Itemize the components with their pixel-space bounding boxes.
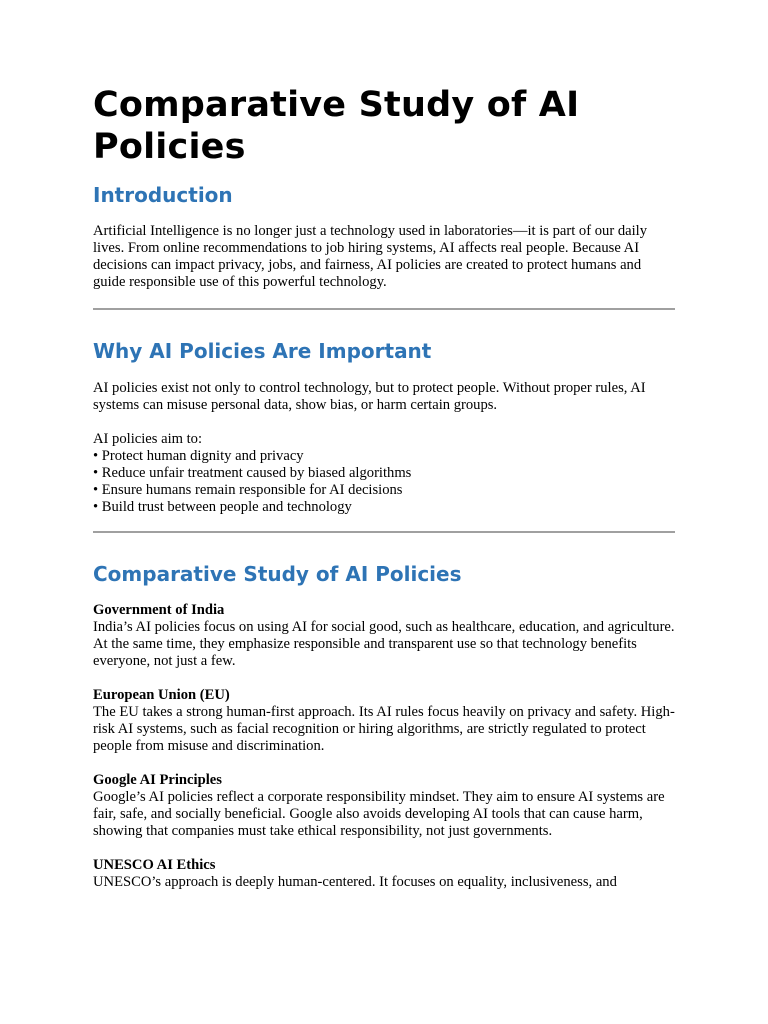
policy-entry-title: Google AI Principles (93, 772, 222, 788)
list-item: • Ensure humans remain responsible for AI decisions (93, 482, 403, 498)
introduction-paragraph: Artificial Intelligence is no longer just a technology used in laboratories—it is part of our daily lives. From online recommendations to job hiring systems, AI affects real people. Because AI decisions can impact privacy, jobs, and fairness, AI policies are created to protect humans and guide responsible use of this powerful technology. (93, 223, 648, 290)
section-heading-introduction: Introduction (93, 183, 233, 207)
section-divider (93, 531, 675, 533)
policy-entry-text: Google’s AI policies reflect a corporate responsibility mindset. They aim to ensure AI systems are fair, safe, and socially beneficial. Google also avoids developing AI tools that can cause harm, showing that companies must take ethical responsibility, not just governments. (93, 789, 665, 839)
policy-entry-title: European Union (EU) (93, 687, 230, 703)
aims-list (93, 448, 675, 516)
policy-entry-eu (93, 687, 675, 755)
page-title: Comparative Study of AI Policies (93, 85, 580, 167)
list-item: • Reduce unfair treatment caused by biased algorithms (93, 465, 412, 481)
section-heading-importance: Why AI Policies Are Important (93, 339, 432, 363)
list-item: • Protect human dignity and privacy (93, 448, 304, 464)
policy-entry-text: The EU takes a strong human-first approach. Its AI rules focus heavily on privacy and safety. High-risk AI systems, such as facial recognition or hiring algorithms, are strictly regulated to protect people from misuse and discrimination. (93, 704, 675, 754)
aim-intro-text: AI policies aim to: (93, 431, 203, 447)
policy-entry-text: India’s AI policies focus on using AI for social good, such as healthcare, education, and agriculture. At the same time, they emphasize responsible and transparent use so that technology benefits everyone, not just a few. (93, 619, 675, 669)
importance-paragraph: AI policies exist not only to control technology, but to protect people. Without proper rules, AI systems can misuse personal data, show bias, or harm certain groups. (93, 380, 646, 413)
policy-entry-google (93, 772, 675, 840)
section-divider (93, 308, 675, 310)
list-item: • Build trust between people and technology (93, 499, 352, 515)
policy-entry-title: Government of India (93, 602, 225, 618)
section-heading-comparative: Comparative Study of AI Policies (93, 562, 462, 586)
policy-entry-india (93, 602, 675, 670)
policy-entry-text: UNESCO’s approach is deeply human-centered. It focuses on equality, inclusiveness, and (93, 874, 617, 890)
policy-entry-unesco (93, 857, 675, 891)
policy-entry-title: UNESCO AI Ethics (93, 857, 216, 873)
